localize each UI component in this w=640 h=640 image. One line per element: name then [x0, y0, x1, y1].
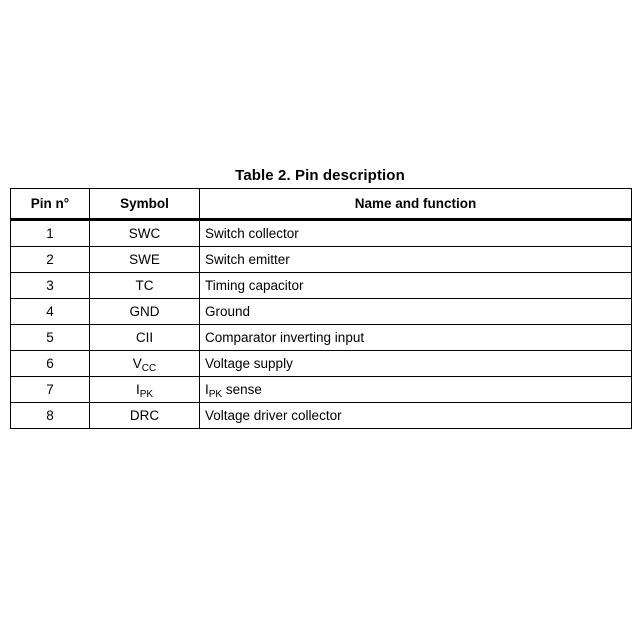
pin-function: Timing capacitor	[200, 273, 632, 299]
symbol-main: V	[132, 356, 142, 371]
table-row	[11, 377, 632, 403]
pin-description-table	[10, 188, 632, 429]
pin-number: 1	[11, 220, 90, 247]
pin-symbol	[90, 351, 200, 377]
symbol-main: I	[135, 382, 140, 397]
pin-function: Switch emitter	[200, 247, 632, 273]
table-row	[11, 351, 632, 377]
pin-function	[200, 377, 632, 403]
pin-number: 5	[11, 325, 90, 351]
header-symbol: Symbol	[90, 189, 200, 220]
table-header-row	[11, 189, 632, 220]
table-row	[11, 403, 632, 429]
pin-number: 2	[11, 247, 90, 273]
pin-number: 3	[11, 273, 90, 299]
symbol-subscript: PK	[139, 389, 154, 400]
table-row	[11, 299, 632, 325]
pin-function: Switch collector	[200, 220, 632, 247]
pin-symbol: GND	[90, 299, 200, 325]
pin-function: Voltage driver collector	[200, 403, 632, 429]
table-row	[11, 247, 632, 273]
function-subscript: PK	[208, 389, 223, 400]
table-row	[11, 220, 632, 247]
pin-symbol	[90, 377, 200, 403]
table-title: Table 2. Pin description	[235, 167, 405, 184]
pin-symbol: CII	[90, 325, 200, 351]
pin-function: Voltage supply	[200, 351, 632, 377]
symbol-subscript: CC	[141, 363, 157, 374]
function-main: I	[205, 382, 209, 397]
function-rest: sense	[222, 382, 262, 397]
pin-symbol: DRC	[90, 403, 200, 429]
pin-function: Comparator inverting input	[200, 325, 632, 351]
pin-number: 6	[11, 351, 90, 377]
pin-number: 4	[11, 299, 90, 325]
header-name-and-function: Name and function	[200, 189, 632, 220]
pin-function: Ground	[200, 299, 632, 325]
pin-symbol: SWE	[90, 247, 200, 273]
pin-number: 8	[11, 403, 90, 429]
pin-symbol: TC	[90, 273, 200, 299]
pin-number: 7	[11, 377, 90, 403]
table-row	[11, 325, 632, 351]
header-pin-number: Pin n°	[11, 189, 90, 220]
pin-symbol: SWC	[90, 220, 200, 247]
table-row	[11, 273, 632, 299]
